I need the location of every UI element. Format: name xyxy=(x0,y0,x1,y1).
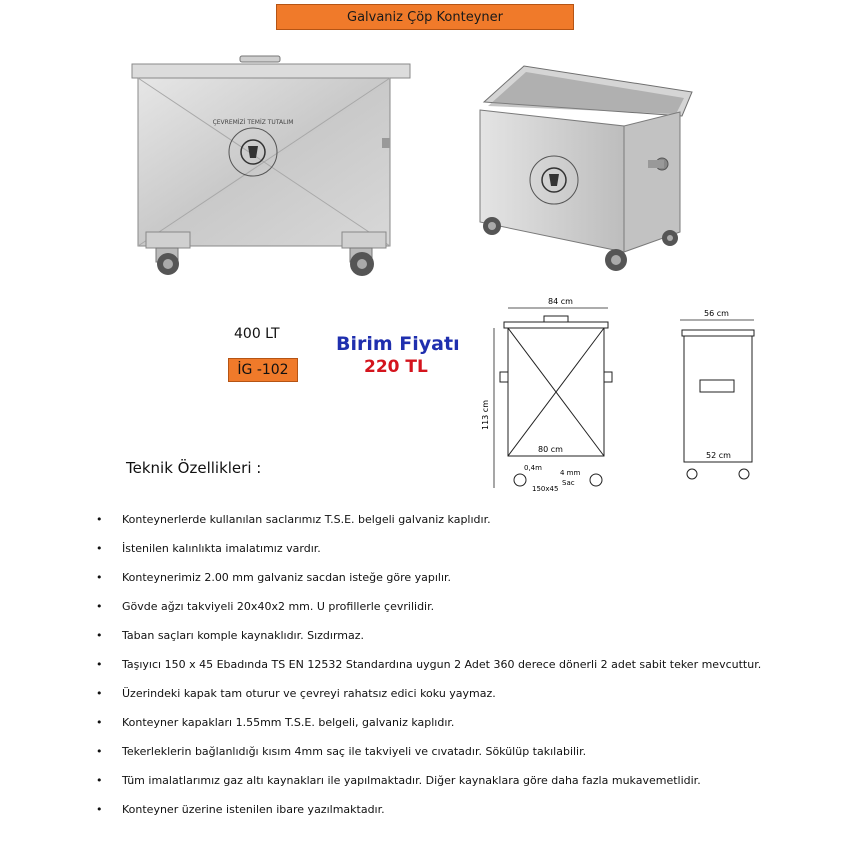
list-item: • Konteynerlerde kullanılan saclarımız T.S.E. belgeli galvaniz kaplıdır. xyxy=(96,513,491,526)
list-item: • Gövde ağzı takviyeli 20x40x2 mm. U profillerle çevrilidir. xyxy=(96,600,435,613)
list-item: • Üzerindeki kapak tam oturur ve çevreyi rahatsız edici koku yaymaz. xyxy=(96,687,496,700)
container-open-photo xyxy=(470,62,700,282)
svg-text:ÇEVREMİZİ TEMİZ TUTALIM: ÇEVREMİZİ TEMİZ TUTALIM xyxy=(212,119,294,126)
price-label: Birim Fiyatı xyxy=(336,333,460,355)
svg-text:4 mm: 4 mm xyxy=(560,469,581,477)
container-front-photo xyxy=(128,52,414,282)
side-dimension-drawing xyxy=(672,302,762,492)
page-title: Galvaniz Çöp Konteyner xyxy=(276,4,574,30)
list-item: • Tüm imalatlarımız gaz altı kaynakları ile yapılmaktadır. Diğer kaynaklara göre daha fazla mukavemetlidir. xyxy=(96,774,701,787)
specs-title: Teknik Özellikleri : xyxy=(126,459,262,477)
list-item: • Konteynerimiz 2.00 mm galvaniz sacdan isteğe göre yapılır. xyxy=(96,571,452,584)
svg-text:80 cm: 80 cm xyxy=(538,445,563,454)
list-item: • Tekerleklerin bağlanlıdığı kısım 4mm saç ile takviyeli ve cıvatadır. Sökülüp takılabilir. xyxy=(96,745,587,758)
svg-text:150x45: 150x45 xyxy=(532,485,559,493)
front-dimension-drawing xyxy=(478,290,618,496)
svg-text:56 cm: 56 cm xyxy=(704,309,729,318)
specs-list xyxy=(96,512,796,831)
volume-label: 400 LT xyxy=(234,326,280,342)
svg-text:Sac: Sac xyxy=(562,479,575,487)
price-value: 220 TL xyxy=(364,357,428,377)
list-item: • Taban saçları komple kaynaklıdır. Sızdırmaz. xyxy=(96,629,365,642)
list-item: • Konteyner üzerine istenilen ibare yazılmaktadır. xyxy=(96,803,385,816)
list-item: • Konteyner kapakları 1.55mm T.S.E. belgeli, galvaniz kaplıdır. xyxy=(96,716,455,729)
svg-text:0,4m: 0,4m xyxy=(524,464,542,472)
product-code-badge: İG -102 xyxy=(228,358,298,382)
list-item: • İstenilen kalınlıkta imalatımız vardır. xyxy=(96,542,321,555)
list-item: • Taşıyıcı 150 x 45 Ebadında TS EN 12532 Standardına uygun 2 Adet 360 derece dönerli 2 adet sabit teker mevcuttur. xyxy=(96,658,762,671)
svg-text:84 cm: 84 cm xyxy=(548,297,573,306)
svg-text:52 cm: 52 cm xyxy=(706,451,731,460)
svg-text:113 cm: 113 cm xyxy=(481,399,490,430)
